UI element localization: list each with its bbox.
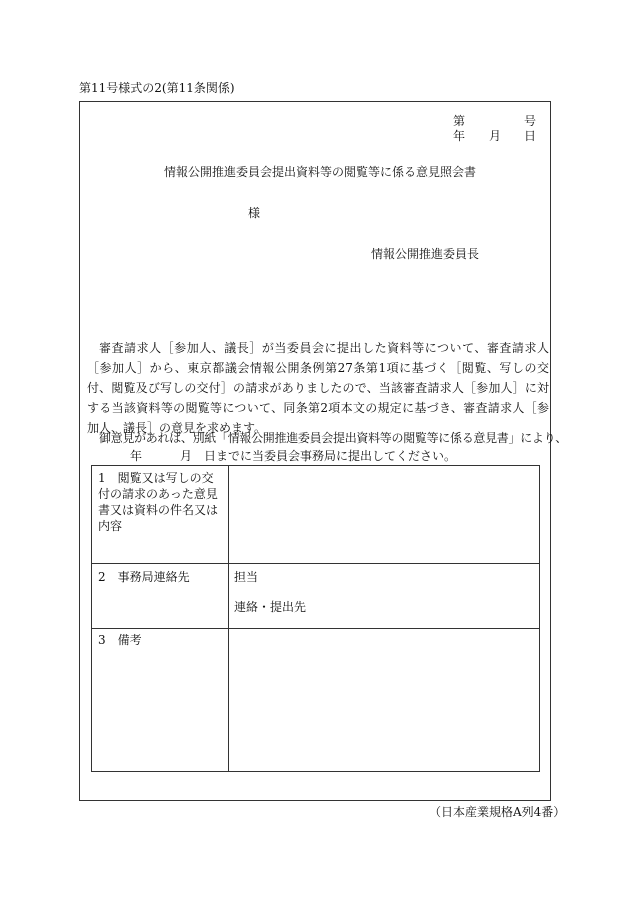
date-month: 月 [489, 129, 502, 143]
body-paragraph-2: 御意見があれば、別紙「情報公開推進委員会提出資料等の閲覧等に係る意見書」により、 [99, 431, 568, 445]
sender-name: 情報公開推進委員長 [371, 247, 480, 261]
row2-value-submit: 連絡・提出先 [234, 600, 307, 614]
document-title: 情報公開推進委員会提出資料等の閲覧等に係る意見照会書 [164, 165, 477, 179]
row3-label: 3 備考 [98, 633, 142, 647]
table-row-divider-2 [92, 628, 539, 629]
row2-label: 2 事務局連絡先 [98, 570, 190, 584]
table-column-divider [228, 466, 229, 771]
table-row-divider-1 [92, 563, 539, 564]
deadline-year: 年 [130, 449, 143, 463]
deadline-rest: 日までに当委員会事務局に提出してください。 [204, 449, 457, 463]
number-label: 第 [453, 114, 466, 128]
form-number: 第11号様式の2(第11条関係) [79, 81, 235, 95]
row2-value-contact: 担当 [234, 570, 259, 584]
date-year: 年 [453, 129, 466, 143]
footer-note: （日本産業規格A列4番） [429, 805, 566, 819]
deadline-month: 月 [180, 449, 193, 463]
body-paragraph-1: 審査請求人［参加人、議長］が当委員会に提出した資料等について、審査請求人［参加人］から、東京都議会情報公開条例第27条第1項に基づく［閲覧、写しの交付、閲覧及び写しの交付］の請求がありましたので、当該審査請求人［参加人］に対する当該資料等の閲覧等について、同条第2項本文の規定に基づき、審査請求人［参加人、議長］の意見を求めます。 [87, 341, 549, 435]
info-table [91, 465, 540, 772]
addressee-honorific: 様 [248, 206, 261, 220]
row1-label: 1 閲覧又は写しの交付の請求のあった意見書又は資料の件名又は内容 [98, 471, 219, 533]
date-day: 日 [524, 129, 537, 143]
number-suffix: 号 [524, 114, 537, 128]
